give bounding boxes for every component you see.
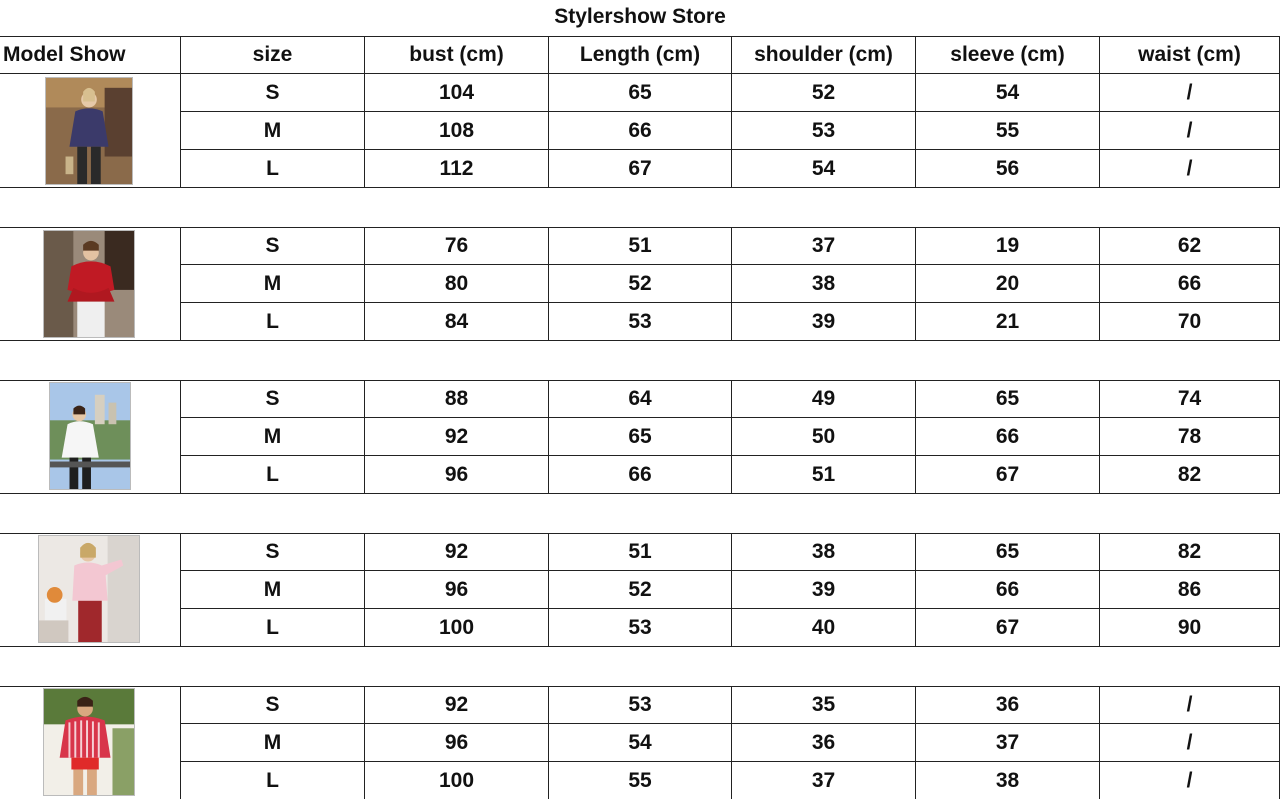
table-cell-size: L (181, 609, 365, 647)
table-cell-length: 51 (549, 227, 732, 265)
table-cell-sleeve: 36 (916, 686, 1100, 724)
table-cell-shoulder: 40 (732, 609, 916, 647)
table-cell-shoulder: 50 (732, 418, 916, 456)
table-cell-bust: 100 (365, 609, 549, 647)
table-cell-length: 53 (549, 303, 732, 341)
table-cell-sleeve: 38 (916, 762, 1100, 799)
table-cell-shoulder: 35 (732, 686, 916, 724)
table-cell-size: L (181, 456, 365, 494)
table-cell-waist: 78 (1100, 418, 1280, 456)
table-cell-length: 67 (549, 150, 732, 188)
table-cell-shoulder: 54 (732, 150, 916, 188)
table-cell-waist: 74 (1100, 380, 1280, 418)
table-cell-bust: 104 (365, 74, 549, 112)
table-cell-length: 53 (549, 609, 732, 647)
table-cell-size: S (181, 227, 365, 265)
table-cell-shoulder: 53 (732, 112, 916, 150)
table-cell-sleeve: 55 (916, 112, 1100, 150)
table-cell-waist: / (1100, 112, 1280, 150)
table-cell-size: S (181, 533, 365, 571)
header-sleeve: sleeve (cm) (916, 36, 1100, 74)
table-cell-size: L (181, 150, 365, 188)
table-cell-sleeve: 54 (916, 74, 1100, 112)
table-cell-size: M (181, 571, 365, 609)
table-cell-shoulder: 36 (732, 724, 916, 762)
table-cell-bust: 88 (365, 380, 549, 418)
table-cell-size: M (181, 112, 365, 150)
table-cell-length: 52 (549, 571, 732, 609)
table-cell-bust: 112 (365, 150, 549, 188)
header-model-show: Model Show (0, 36, 181, 74)
table-cell-sleeve: 67 (916, 609, 1100, 647)
table-cell-size: L (181, 762, 365, 799)
table-cell-sleeve: 21 (916, 303, 1100, 341)
model-photo-white-shirt-icon (49, 382, 131, 490)
header-length: Length (cm) (549, 36, 732, 74)
table-cell-sleeve: 19 (916, 227, 1100, 265)
table-cell-length: 66 (549, 112, 732, 150)
table-cell-waist: / (1100, 762, 1280, 799)
table-cell-waist: 62 (1100, 227, 1280, 265)
table-cell-waist: 70 (1100, 303, 1280, 341)
table-cell-size: S (181, 686, 365, 724)
table-cell-bust: 92 (365, 418, 549, 456)
header-waist: waist (cm) (1100, 36, 1280, 74)
table-cell-shoulder: 52 (732, 74, 916, 112)
table-cell-bust: 100 (365, 762, 549, 799)
table-cell-shoulder: 51 (732, 456, 916, 494)
table-cell-size: S (181, 380, 365, 418)
table-cell-length: 65 (549, 74, 732, 112)
model-photo-red-peplum-top-icon (43, 230, 135, 338)
table-cell-sleeve: 37 (916, 724, 1100, 762)
table-cell-waist: 90 (1100, 609, 1280, 647)
table-cell-sleeve: 66 (916, 418, 1100, 456)
table-cell-sleeve: 66 (916, 571, 1100, 609)
table-cell-shoulder: 37 (732, 227, 916, 265)
table-cell-size: M (181, 418, 365, 456)
table-cell-waist: 86 (1100, 571, 1280, 609)
table-cell-bust: 76 (365, 227, 549, 265)
table-cell-sleeve: 65 (916, 533, 1100, 571)
table-cell-bust: 108 (365, 112, 549, 150)
table-cell-sleeve: 65 (916, 380, 1100, 418)
table-cell-length: 55 (549, 762, 732, 799)
table-cell-sleeve: 56 (916, 150, 1100, 188)
table-cell-shoulder: 49 (732, 380, 916, 418)
header-size: size (181, 36, 365, 74)
table-cell-length: 53 (549, 686, 732, 724)
table-cell-bust: 80 (365, 265, 549, 303)
table-cell-shoulder: 38 (732, 265, 916, 303)
table-cell-waist: / (1100, 724, 1280, 762)
table-cell-waist: 82 (1100, 533, 1280, 571)
table-cell-bust: 92 (365, 686, 549, 724)
model-photo-red-striped-shirt-icon (43, 688, 135, 796)
table-cell-sleeve: 67 (916, 456, 1100, 494)
table-cell-bust: 96 (365, 571, 549, 609)
table-cell-bust: 96 (365, 724, 549, 762)
table-cell-shoulder: 39 (732, 303, 916, 341)
model-photo-pink-blouse-icon (38, 535, 140, 643)
table-cell-bust: 84 (365, 303, 549, 341)
header-bust: bust (cm) (365, 36, 549, 74)
table-cell-waist: / (1100, 74, 1280, 112)
table-cell-waist: 82 (1100, 456, 1280, 494)
table-cell-size: L (181, 303, 365, 341)
header-shoulder: shoulder (cm) (732, 36, 916, 74)
table-cell-length: 66 (549, 456, 732, 494)
table-cell-bust: 92 (365, 533, 549, 571)
table-cell-bust: 96 (365, 456, 549, 494)
table-cell-length: 52 (549, 265, 732, 303)
table-cell-waist: 66 (1100, 265, 1280, 303)
table-cell-sleeve: 20 (916, 265, 1100, 303)
table-cell-length: 51 (549, 533, 732, 571)
model-photo-purple-blouse-icon (45, 77, 133, 185)
table-cell-waist: / (1100, 686, 1280, 724)
table-cell-size: M (181, 724, 365, 762)
table-cell-length: 64 (549, 380, 732, 418)
table-cell-waist: / (1100, 150, 1280, 188)
page-title: Stylershow Store (554, 5, 726, 28)
table-cell-shoulder: 37 (732, 762, 916, 799)
table-cell-size: M (181, 265, 365, 303)
table-cell-shoulder: 38 (732, 533, 916, 571)
table-cell-length: 54 (549, 724, 732, 762)
table-cell-size: S (181, 74, 365, 112)
table-cell-shoulder: 39 (732, 571, 916, 609)
table-cell-length: 65 (549, 418, 732, 456)
